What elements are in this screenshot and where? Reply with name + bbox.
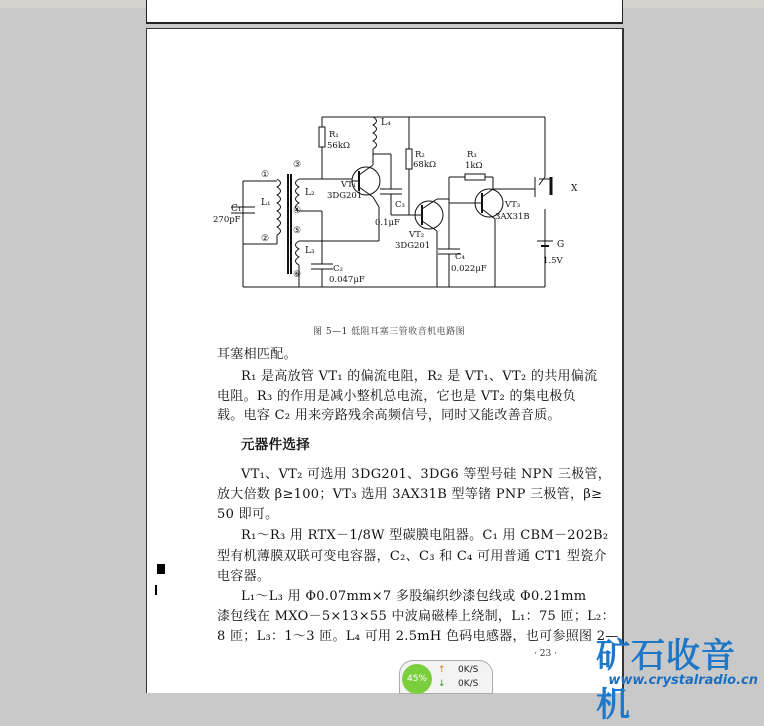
label-VT1-model: 3DG201	[327, 191, 363, 201]
label-C4: C₄	[455, 252, 465, 262]
label-C4-value: 0.022μF	[451, 264, 487, 274]
speed-percent: 45%	[402, 664, 432, 694]
label-R3: R₃	[467, 150, 477, 160]
download-arrow-icon: ↓	[438, 679, 446, 689]
label-L3: L₃	[305, 246, 315, 256]
body-line: 型有机薄膜双联可变电容器，C₂、C₃ 和 C₄ 可用普通 CT1 型瓷介	[217, 549, 607, 564]
previous-page-edge	[146, 0, 623, 24]
label-G: G	[557, 240, 565, 250]
label-node-5: ⑤	[293, 226, 302, 236]
label-R2-value: 68kΩ	[413, 160, 437, 170]
label-VT1: VT₁	[341, 180, 357, 190]
label-C1-value: 270pF	[213, 215, 241, 225]
label-VT3-model: 3AX31B	[495, 212, 530, 222]
body-line: 8 匝；L₃：1～3 匝。L₄ 可用 2.5mH 色码电感器，也可参照图 2—	[217, 629, 619, 644]
label-VT2-model: 3DG201	[395, 241, 431, 251]
watermark-name: 矿石收音机	[596, 636, 736, 725]
label-C3-value: 0.1μF	[375, 218, 400, 228]
margin-bar	[155, 585, 157, 595]
figure-caption: 图 5—1 低阻耳塞三管收音机电路图	[313, 327, 466, 337]
label-L1: L₁	[261, 198, 271, 208]
download-rate: 0K/S	[458, 679, 479, 689]
body-line: R₁ 是高放管 VT₁ 的偏流电阻，R₂ 是 VT₁、VT₂ 的共用偏流	[241, 369, 598, 384]
label-R3-value: 1kΩ	[465, 161, 483, 171]
body-line: VT₁、VT₂ 可选用 3DG201、3DG6 等型号硅 NPN 三极管，	[241, 467, 612, 482]
body-line: 漆包线在 MXO－5×13×55 中波扁磁棒上绕制，L₁：75 匝；L₂：	[217, 609, 615, 624]
site-watermark	[596, 628, 764, 725]
label-C3: C₃	[395, 200, 405, 210]
label-node-3: ③	[293, 160, 302, 170]
label-G-value: 1.5V	[543, 256, 563, 266]
body-line: 耳塞相匹配。	[217, 347, 297, 362]
label-L2: L₂	[305, 188, 315, 198]
body-line: L₁～L₃ 用 Φ0.07mm×7 多股编织纱漆包线或 Φ0.21mm	[241, 589, 587, 604]
label-X: X	[571, 184, 578, 194]
label-node-2: ②	[261, 234, 270, 244]
label-VT2: VT₂	[409, 230, 425, 240]
label-C1: C₁	[231, 204, 242, 214]
document-page	[146, 28, 624, 693]
label-L4: L₄	[381, 118, 391, 128]
label-node-6: ⑥	[293, 270, 302, 280]
label-R2: R₂	[415, 150, 425, 160]
upload-arrow-icon: ↑	[438, 665, 446, 675]
label-C2-value: 0.047μF	[329, 275, 365, 285]
label-R1-value: 56kΩ	[327, 141, 351, 151]
label-node-4: ④	[293, 206, 302, 216]
body-line: 电阻。R₃ 的作用是减小整机总电流，它也是 VT₂ 的集电极负	[217, 389, 576, 404]
body-line: 放大倍数 β≥100；VT₃ 选用 3AX31B 型等锗 PNP 三极管，β≥	[217, 487, 603, 502]
label-node-1: ①	[261, 170, 270, 180]
label-R1: R₁	[329, 130, 339, 140]
label-VT3: VT₃	[505, 200, 521, 210]
upload-rate: 0K/S	[458, 665, 479, 675]
label-C2: C₂	[333, 264, 343, 274]
body-line: R₁～R₃ 用 RTX－1/8W 型碳膜电阻器。C₁ 用 CBM－202B₂	[241, 528, 609, 543]
page-number: · 23 ·	[534, 649, 557, 659]
network-speed-widget[interactable]	[399, 660, 493, 694]
margin-mark	[157, 564, 165, 574]
body-line: 50 即可。	[217, 507, 279, 522]
circuit-diagram	[147, 29, 622, 329]
watermark-url: www.crystalradio.cn	[608, 673, 758, 688]
body-line: 载。电容 C₂ 用来旁路残余高频信号，同时又能改善音质。	[217, 408, 561, 423]
section-heading: 元器件选择	[241, 437, 310, 453]
body-line: 电容器。	[217, 569, 271, 584]
